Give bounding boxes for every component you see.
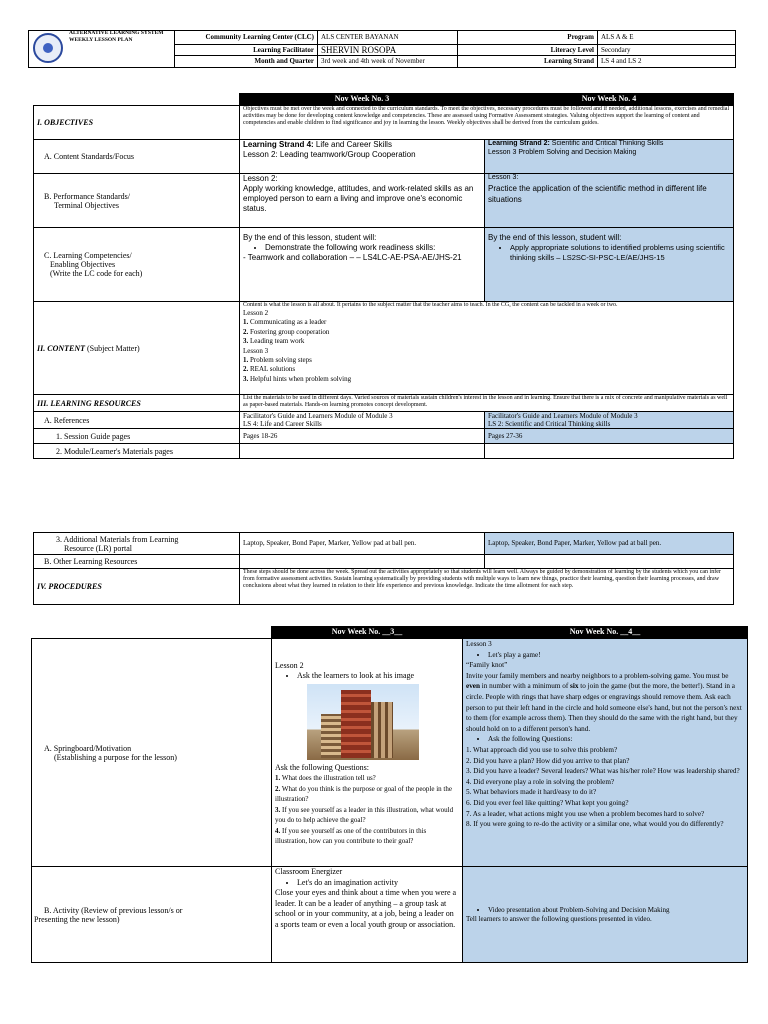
w4-spring-bullet-2: • Ask the following Questions: <box>488 734 744 745</box>
activity-label <box>32 867 272 963</box>
w3-lesson-title: Lesson 2: Leading teamwork/Group Cooperation <box>243 150 416 159</box>
content-line <box>243 328 730 337</box>
scaffold-center <box>341 690 371 758</box>
w3-question-number: 4. <box>275 826 281 835</box>
w4-question: 7. As a leader, what actions might you use when a problem becomes hard to solve? <box>466 809 705 818</box>
additional-materials-label <box>34 533 240 555</box>
facilitator-value: SHERVIN ROSOPA <box>318 44 458 56</box>
w3-perf-lesson: Lesson 2: <box>243 174 278 183</box>
springboard-week-4 <box>463 639 748 867</box>
content-line-text: Leading team work <box>248 337 305 346</box>
clc-value: ALS CENTER BAYANAN <box>318 31 458 45</box>
w3-question <box>275 826 459 847</box>
module-pages-week-3 <box>240 444 485 459</box>
w3-comp-bullet: • Demonstrate the following work readiness skills: <box>265 243 481 253</box>
module-pages-label: 2. Module/Learner's Materials pages <box>34 444 240 459</box>
objectives-description: Objectives must be met over the week and connected to the curriculum standards. To meet the objectives, necessary procedures must be followed and if needed, additional lessons, exercises and remedial activities may be done for developing content knowledge and competencies. These are assessed using Formative Assessment strategies. Valuing objectives support the learning of content and competencies and enable children to find significance and joy in learning the lesson. Weekly objectives shall be derived from the curriculum guides. <box>240 106 734 140</box>
w4-spring-game: “Family knot” <box>466 661 508 670</box>
springboard-label <box>32 639 272 867</box>
w4-question: 4. Did everyone play a role in solving the problem? <box>466 777 615 786</box>
content-standards-label: A. Content Standards/Focus <box>34 140 240 174</box>
performance-standards-week-3 <box>240 174 485 228</box>
resources-description: List the materials to be used in different days. Varied sources of materials sustain children's interest in the lesson and in learning. Ensure that there is a mix of concrete and manipulative materials as well as paper-based materials. Hands-on learning promotes concept development. <box>240 395 734 412</box>
procedures-title: IV. PROCEDURES <box>34 569 240 605</box>
content-line-number: 3. <box>243 374 249 383</box>
content-line-number: 2. <box>243 327 249 336</box>
ref-w3-line-2: LS 4: Life and Career Skills <box>243 420 322 428</box>
w4-spring-instructions <box>466 671 744 735</box>
ref-w3-line-1: Facilitator's Guide and Learners Module of Module 3 <box>243 412 393 420</box>
lesson-plan-table-3 <box>31 626 748 963</box>
w3-strand-label: Learning Strand 4: <box>243 140 314 149</box>
lesson-plan-table-1 <box>33 93 734 459</box>
content-line-text: Fostering group cooperation <box>248 327 330 336</box>
performance-standards-label <box>34 174 240 228</box>
month-value: 3rd week and 4th week of November <box>318 56 458 68</box>
content-line-text: Problem solving steps <box>248 356 312 365</box>
week-3-header-b: Nov Week No. __3__ <box>272 627 463 639</box>
content-line-text: REAL solutions <box>248 365 296 374</box>
learning-competencies-week-4 <box>485 228 734 302</box>
scaffold-right <box>371 702 393 758</box>
program-value: ALS A & E <box>598 31 736 45</box>
session-guide-label: 1. Session Guide pages <box>34 429 240 444</box>
module-pages-week-4 <box>485 444 734 459</box>
content-line <box>243 309 730 318</box>
resources-title: III. LEARNING RESOURCES <box>34 395 240 412</box>
content-line-number: 3. <box>243 337 249 346</box>
strand-value: LS 4 and LS 2 <box>598 56 736 68</box>
strand-label: Learning Strand <box>458 56 598 68</box>
content-description: Content is what the lesson is all about. It pertains to the subject matter that the teacher aims to teach. In the CG, the content can be tackled in a week or two. <box>243 302 618 308</box>
w4-rest: to join the game (but the more, the better!). Stand in a circle. People with rings that have sharp edges or engravings should remove them. Ask each person to put their left hand in the circle and hold someone else's hand, but not the person's next to them (for example across them). Then they should do the same with the right hand, but they should hold on to a different person's hand. <box>466 682 742 733</box>
learning-competencies-line-2: Enabling Objectives <box>50 260 116 269</box>
w3-question-number: 3. <box>275 805 281 814</box>
w3-act-title: Classroom Energizer <box>275 867 343 876</box>
content-line-number: 2. <box>243 365 249 374</box>
w4-even: even <box>466 682 480 691</box>
corner-cell-2 <box>32 627 272 639</box>
w4-question: 1. What approach did you use to solve this problem? <box>466 745 618 754</box>
w3-question-text: What does the illustration tell us? <box>280 774 376 782</box>
w3-spring-lesson: Lesson 2 <box>275 661 304 670</box>
content-line-text: Lesson 3 <box>243 346 269 355</box>
additional-materials-week-4: Laptop, Speaker, Bond Paper, Marker, Yellow pad at ball pen. <box>485 533 734 555</box>
w4-lesson-title: Lesson 3 Problem Solving and Decision Making <box>488 148 637 156</box>
ref-w4-line-1: Facilitator's Guide and Learners Module of Module 3 <box>488 412 638 420</box>
w4-comp-bullet: • Apply appropriate solutions to identified problems using scientific thinking skills – LS2SC-SI-PSC-LE/AE/JHS-15 <box>510 243 730 263</box>
content-line-text: Lesson 2 <box>243 309 269 317</box>
w3-question <box>275 805 459 826</box>
content-standards-week-3 <box>240 140 485 174</box>
w3-spring-questions <box>275 773 459 847</box>
week-3-header: Nov Week No. 3 <box>240 94 485 106</box>
content-line <box>243 356 730 365</box>
teamwork-illustration-image <box>307 684 419 760</box>
w3-spring-ask: Ask the following Questions: <box>275 763 369 772</box>
other-resources-label: B. Other Learning Resources <box>34 555 240 569</box>
w3-comp-code: - Teamwork and collaboration – – LS4LC-AE-PSA-AE/JHS-21 <box>243 253 462 262</box>
scaffold-left <box>321 714 341 758</box>
w3-act-text: Close your eyes and think about a time when you were a leader. It can be a leader of anything – a group task at school or in your community, at a job, being a leader on a sports team or even a local youth group or association. <box>275 888 457 929</box>
w4-question: 6. Did you ever feel like quitting? What kept you going? <box>466 798 629 807</box>
session-guide-week-3: Pages 18-26 <box>240 429 485 444</box>
logo-caption-line-2: WEEKLY LESSON PLAN <box>69 36 133 43</box>
springboard-week-3 <box>272 639 463 867</box>
w4-perf-lesson: Lesson 3: <box>488 174 519 181</box>
learning-competencies-line-1: C. Learning Competencies/ <box>44 251 132 260</box>
objectives-title: I. OBJECTIVES <box>34 106 240 140</box>
w3-act-bullet: • Let's do an imagination activity <box>297 878 459 889</box>
w3-question-text: If you see yourself as one of the contributors in this illustration, how can you contribute to their goal? <box>275 826 427 845</box>
w3-question-text: What do you think is the purpose or goal of the people in the illustration? <box>275 784 452 803</box>
references-week-4 <box>485 412 734 429</box>
week-4-header-b: Nov Week No. __4__ <box>463 627 748 639</box>
performance-standards-week-4 <box>485 174 734 228</box>
w3-question <box>275 773 459 784</box>
content-line <box>243 365 730 374</box>
logo-caption-line-1: ALTERNATIVE LEARNING SYSTEM <box>69 30 164 36</box>
content-lines <box>243 309 730 384</box>
w4-act-text: Tell learners to answer the following questions presented in video. <box>466 914 652 923</box>
content-line-number: 1. <box>243 356 249 365</box>
program-label: Program <box>458 31 598 45</box>
w3-question <box>275 784 459 805</box>
additional-materials-line-1: 3. Additional Materials from Learning <box>56 534 179 544</box>
activity-week-3 <box>272 867 463 963</box>
w4-question: 5. What behaviors made it hard/easy to do it? <box>466 788 597 797</box>
content-title-main: II. CONTENT <box>37 343 86 353</box>
additional-materials-week-3: Laptop, Speaker, Bond Paper, Marker, Yellow pad at ball pen. <box>240 533 485 555</box>
w4-question: 3. Did you have a leader? Several leaders? What was his/her role? How was leadership shared? <box>466 767 740 776</box>
content-line-number: 1. <box>243 318 249 327</box>
lesson-plan-table-2 <box>33 532 734 605</box>
w4-six: six <box>570 682 579 691</box>
other-resources-week-4 <box>485 555 734 569</box>
session-guide-week-4: Pages 27-36 <box>485 429 734 444</box>
w4-spring-questions <box>466 745 744 830</box>
springboard-line-1: A. Springboard/Motivation <box>44 743 132 753</box>
w4-question: 8. If you were going to re-do the activity or a similar one, what would you do differently? <box>466 820 724 829</box>
other-resources-week-3 <box>240 555 485 569</box>
w4-intro: Invite your family members and nearby neighbors to a problem-solving game. You must be <box>466 671 729 680</box>
content-standards-week-4 <box>485 140 734 174</box>
w3-comp-intro: By the end of this lesson, student will: <box>243 233 377 242</box>
activity-line-1: B. Activity (Review of previous lesson/s or <box>44 905 183 915</box>
performance-standards-line-1: B. Performance Standards/ <box>44 191 130 201</box>
w4-strand-name: Scientific and Critical Thinking Skills <box>549 140 664 147</box>
literacy-label: Literacy Level <box>458 44 598 56</box>
activity-week-4 <box>463 867 748 963</box>
content-line <box>243 318 730 327</box>
w4-spring-bullet: • Let's play a game! <box>488 650 744 661</box>
springboard-line-2: (Establishing a purpose for the lesson) <box>54 752 177 762</box>
w4-spring-lesson: Lesson 3 <box>466 640 492 648</box>
content-line <box>243 375 730 384</box>
w4-perf-text: Practice the application of the scientific method in different life situations <box>488 183 707 204</box>
w3-question-number: 1. <box>275 774 281 782</box>
content-title-sub: (Subject Matter) <box>85 343 140 353</box>
content-title <box>34 302 240 395</box>
w3-question-number: 2. <box>275 784 281 793</box>
month-label: Month and Quarter <box>175 56 318 68</box>
content-line <box>243 337 730 346</box>
w3-perf-text: Apply working knowledge, attitudes, and work-related skills as an employed person to earn a living and improve one's economic status. <box>243 184 474 213</box>
content-line-text: Helpful hints when problem solving <box>248 374 352 383</box>
content-line <box>243 347 730 356</box>
w3-strand-name: Life and Career Skills <box>313 140 392 149</box>
w4-comp-intro: By the end of this lesson, student will: <box>488 233 622 242</box>
w4-act-bullet: • Video presentation about Problem-Solving and Decision Making <box>488 906 744 915</box>
ref-w4-line-2: LS 2: Scientific and Critical Thinking skills <box>488 420 611 428</box>
performance-standards-line-2: Terminal Objectives <box>54 200 119 210</box>
w4-question: 2. Did you have a plan? How did you arrive to that plan? <box>466 756 630 765</box>
w3-question-text: If you see yourself as a leader in this illustration, what would you do to help achieve the goal? <box>275 805 454 824</box>
logo-cell <box>29 31 175 68</box>
content-cell <box>240 302 734 395</box>
clc-label: Community Learning Center (CLC) <box>175 31 318 45</box>
w3-spring-bullet: • Ask the learners to look at his image <box>297 671 459 681</box>
content-line-text: Communicating as a leader <box>248 318 327 327</box>
facilitator-label: Learning Facilitator <box>175 44 318 56</box>
w4-mid: in number with a minimum of <box>479 682 571 691</box>
references-label: A. References <box>34 412 240 429</box>
w4-strand-label: Learning Strand 2: <box>488 140 550 147</box>
learning-competencies-line-3: (Write the LC code for each) <box>50 269 143 278</box>
learning-competencies-label <box>34 228 240 302</box>
learning-competencies-week-3 <box>240 228 485 302</box>
week-4-header: Nov Week No. 4 <box>485 94 734 106</box>
header-table <box>28 30 736 68</box>
references-week-3 <box>240 412 485 429</box>
corner-cell <box>34 94 240 106</box>
procedures-description: These steps should be done across the week. Spread out the activities appropriately so that students will learn well. Always be guided by demonstration of learning by the students which you can infer from formative assessment activities. Sustain learning systematically by providing students with multiple ways to learn new things, practice their learning, question their learning processes, and draw conclusions about what they learned in relation to their life experience and previous knowledge. Indicate the time allotment for each step. <box>240 569 734 605</box>
activity-line-2: Presenting the new lesson) <box>34 914 120 924</box>
additional-materials-line-2: Resource (LR) portal <box>64 543 132 553</box>
literacy-value: Secondary <box>598 44 736 56</box>
